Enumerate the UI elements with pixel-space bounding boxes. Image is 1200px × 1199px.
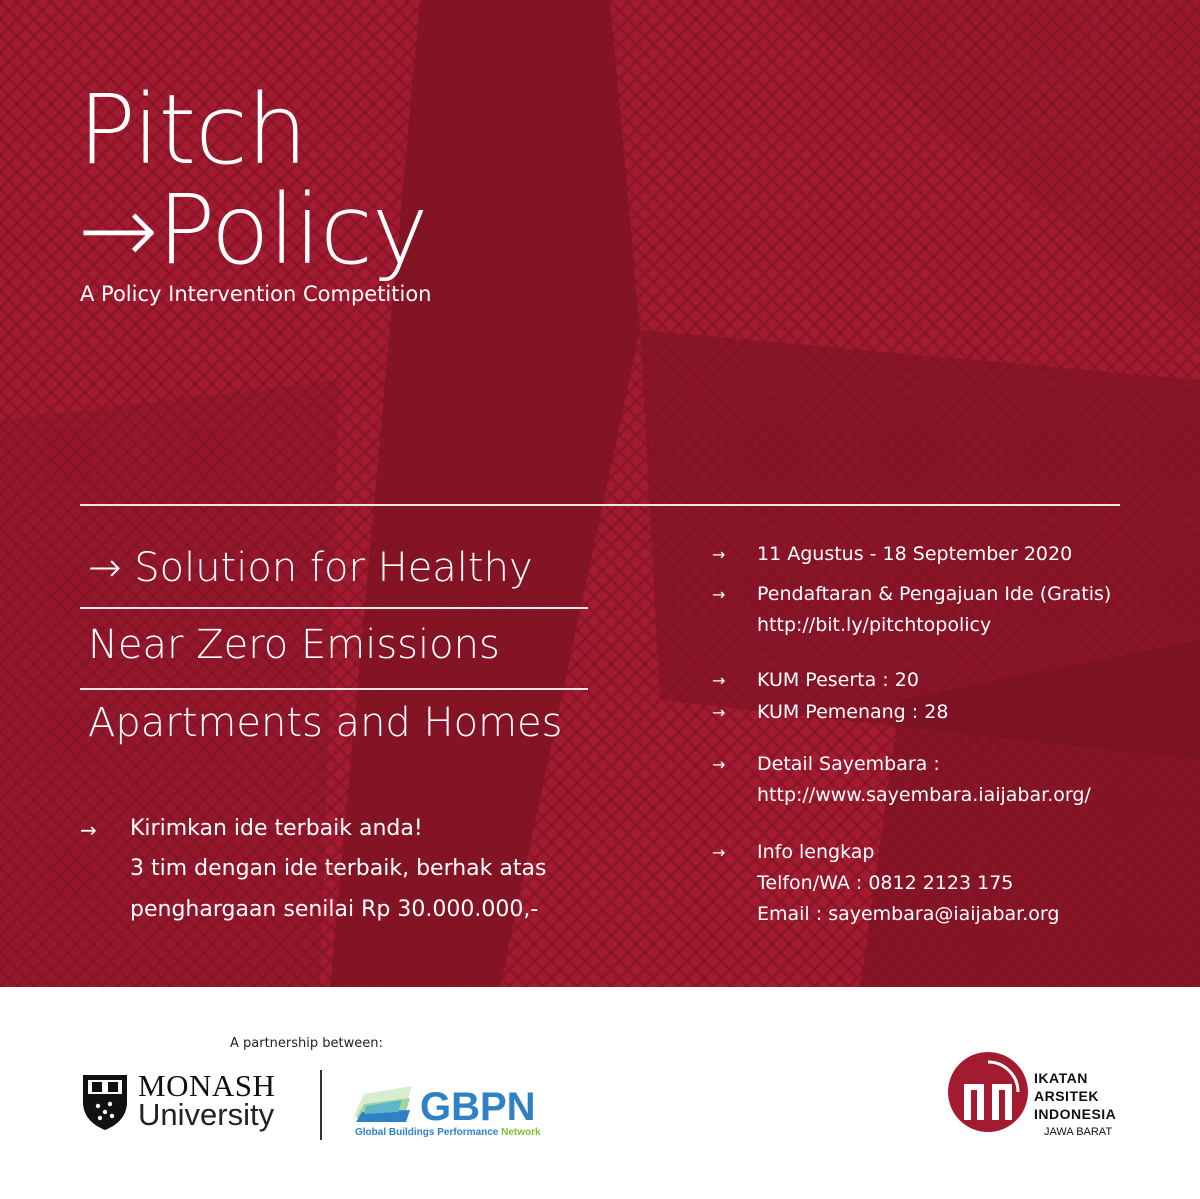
iai-line-4: JAWA BARAT: [1044, 1126, 1113, 1138]
topic-divider-2: [80, 688, 588, 690]
detail-link[interactable]: http://www.sayembara.iaijabar.org/: [757, 784, 1091, 806]
detail-label: Detail Sayembara :: [757, 753, 940, 775]
gbpn-name: GBPN: [420, 1085, 536, 1129]
arrow-right-icon: →: [80, 818, 97, 842]
arrow-right-icon: →: [712, 671, 726, 690]
dates: 11 Agustus - 18 September 2020: [757, 543, 1073, 565]
info-label: Info lengkap: [757, 841, 875, 863]
iai-line-3: INDONESIA: [1034, 1106, 1117, 1122]
title-policy: →Policy: [78, 174, 428, 286]
registration-label: Pendaftaran & Pengajuan Ide (Gratis): [757, 583, 1112, 605]
iai-line-2: ARSITEK: [1034, 1088, 1099, 1104]
registration-link[interactable]: http://bit.ly/pitchtopolicy: [757, 614, 992, 636]
arrow-right-icon: →: [712, 585, 726, 604]
phone: Telfon/WA : 0812 2123 175: [757, 872, 1014, 894]
title-pitch: Pitch: [78, 74, 307, 186]
call-line-3: penghargaan senilai Rp 30.000.000,-: [130, 897, 539, 922]
call-line-1: Kirimkan ide terbaik anda!: [130, 816, 423, 841]
monash-crest-icon: [80, 1072, 130, 1132]
gbpn-tagline: [355, 1127, 541, 1138]
logo-divider: [320, 1070, 322, 1140]
arrow-right-icon: →: [712, 703, 726, 722]
arrow-right-icon: →: [712, 843, 726, 862]
kum-pemenang: KUM Pemenang : 28: [757, 701, 949, 723]
gbpn-tagline-accent: Network: [501, 1127, 541, 1138]
iai-logo-icon: [946, 1050, 1030, 1134]
arrow-right-icon: →: [712, 545, 726, 564]
subtitle: A Policy Intervention Competition: [80, 282, 432, 306]
monash-sub: University: [138, 1097, 275, 1132]
gbpn-tagline-main: Global Buildings Performance: [355, 1127, 502, 1138]
topic-divider-1: [80, 607, 588, 609]
topic-1: → Solution for Healthy: [88, 545, 533, 591]
topic-3: Apartments and Homes: [88, 700, 563, 746]
gbpn-logo-icon: [352, 1076, 418, 1124]
monash-name: MONASH: [138, 1068, 276, 1103]
main-divider: [80, 504, 1120, 506]
topic-2: Near Zero Emissions: [88, 622, 500, 668]
email[interactable]: Email : sayembara@iaijabar.org: [757, 903, 1060, 925]
iai-line-1: IKATAN: [1034, 1070, 1088, 1086]
partnership-label: A partnership between:: [230, 1036, 383, 1051]
call-line-2: 3 tim dengan ide terbaik, berhak atas: [130, 856, 547, 881]
kum-peserta: KUM Peserta : 20: [757, 669, 919, 691]
arrow-right-icon: →: [712, 755, 726, 774]
